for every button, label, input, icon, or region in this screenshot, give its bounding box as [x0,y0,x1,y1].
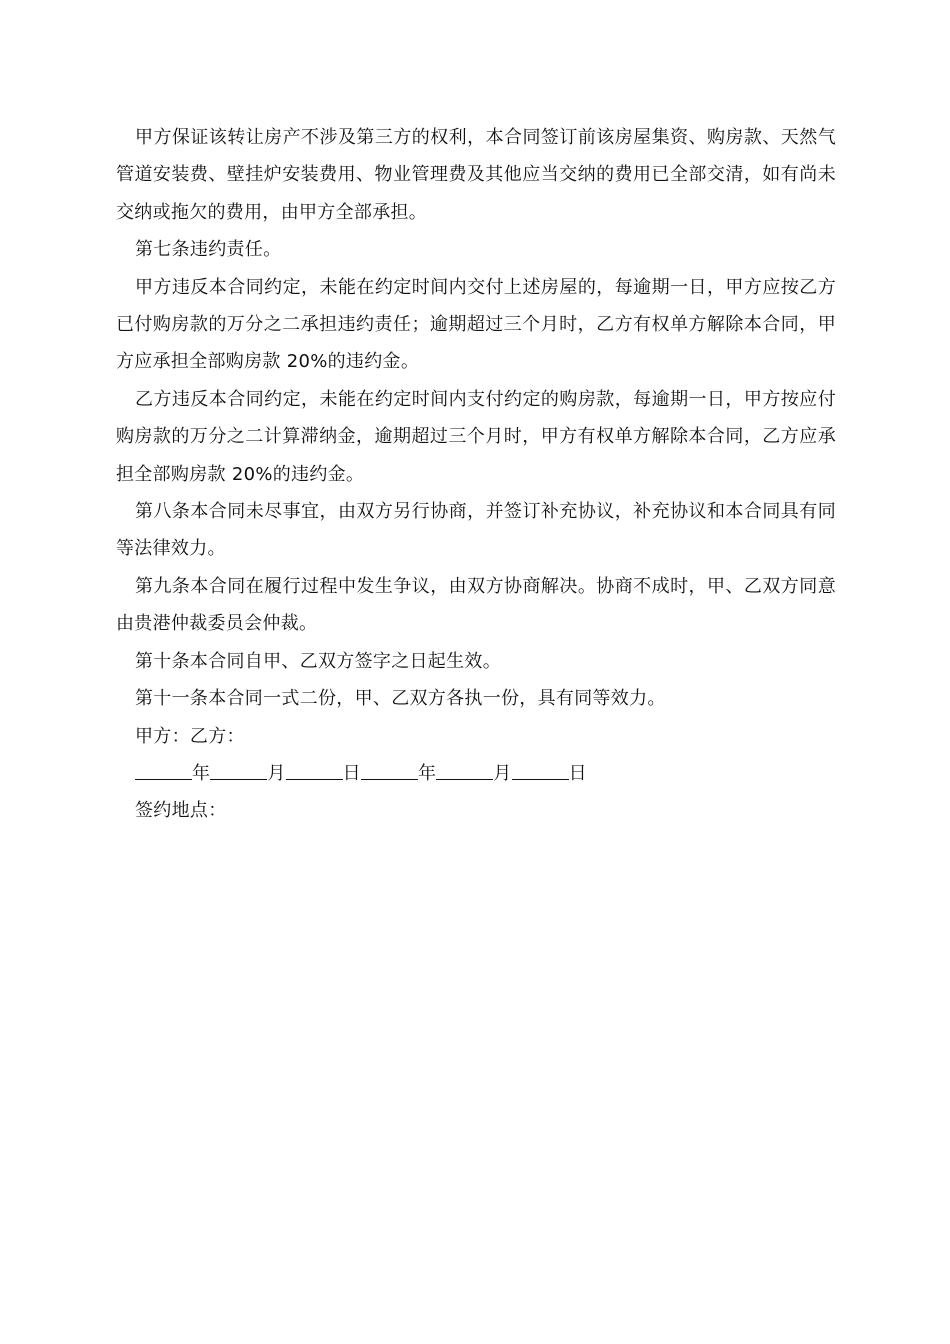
day-label-1: 日 [342,762,361,784]
article-11: 第十一条本合同一式二份，甲、乙双方各执一份，具有同等效力。 [135,688,666,710]
year-blank-1 [135,779,192,780]
article-8: 第八条本合同未尽事宜，由双方另行协商，并签订补充协议，补充协议和本合同具有同等法律效力。 [116,501,836,560]
year-label-2: 年 [417,762,437,784]
paragraph-guarantee: 甲方保证该转让房产不涉及第三方的权利，本合同签订前该房屋集资、购房款、天然气管道安装费、壁挂炉安装费用、物业管理费及其他应当交纳的费用已全部交清，如有尚未交纳或拖欠的费用，由甲方全部承担。 [116,127,836,223]
article-7-heading: 第七条违约责任。 [135,239,282,261]
day-blank-2 [512,779,569,780]
contract-body [116,119,836,830]
signature-parties: 甲方：乙方： [135,725,245,747]
year-label-1: 年 [192,762,211,784]
month-blank-1 [210,779,267,780]
paragraph-party-b-breach: 乙方违反本合同约定，未能在约定时间内支付约定的购房款，每逾期一日，甲方按应付购房款的万分之二计算滞纳金，逾期超过三个月时，甲方有权单方解除本合同，乙方应承担全部购房款 20%的违约金。 [116,388,836,485]
article-9: 第九条本合同在履行过程中发生争议，由双方协商解决。协商不成时，甲、乙双方同意由贵港仲裁委员会仲裁。 [116,575,836,635]
signing-place: 签约地点： [135,800,227,822]
day-blank-1 [286,779,343,780]
month-label-1: 月 [267,762,286,784]
day-label-2: 日 [568,762,587,784]
year-blank-2 [361,779,418,780]
article-10: 第十条本合同自甲、乙双方签字之日起生效。 [135,650,501,672]
paragraph-party-a-breach: 甲方违反本合同约定，未能在约定时间内交付上述房屋的，每逾期一日，甲方应按乙方已付购房款的万分之二承担违约责任；逾期超过三个月时，乙方有权单方解除本合同，甲方应承担全部购房款 20%的违约金。 [116,276,836,373]
signature-date-line [116,755,836,792]
month-blank-2 [436,779,493,780]
month-label-2: 月 [493,762,512,784]
